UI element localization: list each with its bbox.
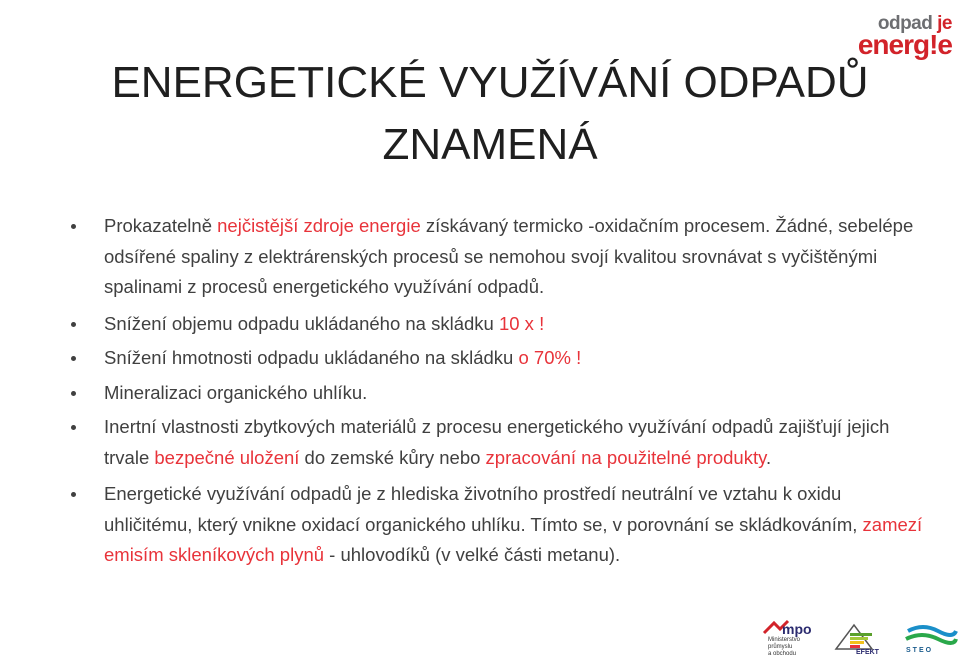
efekt-label: EFEKT bbox=[856, 649, 879, 655]
bullet-item bbox=[68, 343, 928, 374]
bullet-item bbox=[68, 479, 928, 571]
highlighted-text: bezpečné uložení bbox=[154, 446, 300, 468]
mpo-caption bbox=[768, 637, 800, 658]
logo-word-energie: energ!e bbox=[857, 29, 952, 60]
bullet-item bbox=[68, 309, 928, 340]
highlighted-text: ! bbox=[533, 312, 545, 334]
bullet-text: Inertní vlastnosti zbytkových materiálů z procesu energetického využívání odpadů zajišťují jejich trvale bbox=[104, 416, 890, 468]
highlighted-text: zpracování na použitelné produkty bbox=[485, 446, 766, 468]
footer-logos bbox=[760, 617, 960, 657]
steo-label: STEO bbox=[906, 647, 934, 654]
bullet-text: do zemské kůry nebo bbox=[299, 446, 486, 468]
bullet-text: - uhlovodíků (v velké části metanu). bbox=[324, 544, 621, 565]
title-line-1: ENERGETICKÉ VYUŽÍVÁNÍ ODPADŮ bbox=[111, 58, 869, 107]
bullet-list bbox=[68, 211, 928, 577]
highlighted-text: ! bbox=[570, 347, 582, 368]
bullet-text: Snížení hmotnosti odpadu ukládaného na skládku bbox=[104, 347, 519, 368]
title-line-2: ZNAMENÁ bbox=[382, 120, 598, 169]
bullet-text: Prokazatelně bbox=[104, 215, 218, 236]
bullet-text: Snížení objemu odpadu ukládaného na skládku bbox=[104, 312, 499, 334]
highlighted-text: o 70% bbox=[518, 347, 571, 368]
highlighted-text: zamezí emisím skleníkových plynů bbox=[104, 513, 923, 565]
mpo-caption-line-2: průmyslu bbox=[768, 644, 793, 650]
bullet-text: získávaný termicko -oxidačním procesem. Žádné, sebelépe odsířené spaliny z elektrárenských procesů se nemohou svojí kvalitou srovnávat s vyčištěnými spalinami z procesů energetického využívání odpadů. bbox=[104, 215, 914, 297]
logo-word-je: je bbox=[937, 13, 952, 34]
highlighted-text: nejčistější zdroje energie bbox=[217, 215, 421, 236]
highlighted-text: 10 x bbox=[498, 312, 534, 334]
mpo-caption-line-3: a obchodu bbox=[768, 651, 797, 657]
mpo-caption-line-1: Ministerstvo bbox=[768, 637, 801, 643]
bullet-item bbox=[68, 378, 928, 409]
efekt-logo-icon bbox=[832, 619, 890, 655]
slide-title bbox=[60, 52, 920, 176]
bullet-item bbox=[68, 211, 928, 303]
bullet-item bbox=[68, 412, 928, 473]
logo-word-odpad: odpad bbox=[877, 13, 938, 34]
svg-text:mpo: mpo bbox=[782, 621, 812, 637]
bullet-text: Mineralizaci organického uhlíku. bbox=[104, 381, 368, 403]
bullet-text: . bbox=[765, 446, 772, 468]
bullet-text: Energetické využívání odpadů je z hlediska životního prostředí neutrální ve vztahu k oxidu uhličitému, který vnikne oxidací organického uhlíku. Tímto se, v porovnání se skládkováním, bbox=[104, 483, 863, 535]
